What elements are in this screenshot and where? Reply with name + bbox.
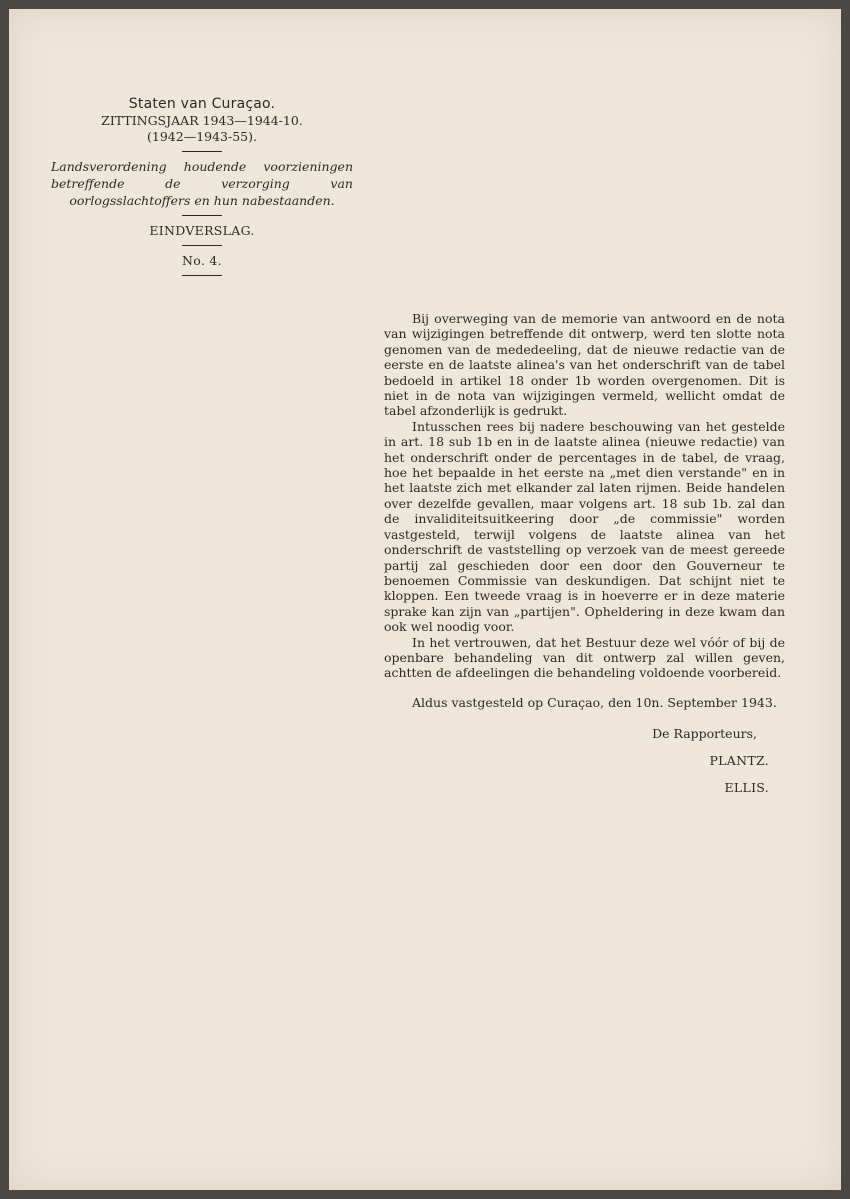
rapporteur-name: ELLIS. — [724, 780, 769, 796]
assembly-name: Staten van Curaçao. — [128, 96, 276, 112]
session-year-previous: (1942—1943-55). — [147, 129, 257, 144]
closing-statement: Aldus vastgesteld op Curaçao, den 10n. September 1943. — [412, 694, 777, 710]
rapporteurs-title: De Rapporteurs, — [652, 726, 757, 742]
rapporteur-name: PLANTZ. — [709, 753, 769, 769]
divider — [182, 275, 222, 276]
signature-block — [384, 720, 785, 801]
report-body — [384, 311, 785, 801]
session-year: ZITTINGSJAAR 1943—1944-10. — [101, 113, 303, 128]
document-type: EINDVERSLAG. — [149, 223, 255, 238]
document-header — [49, 95, 355, 282]
body-paragraph: Bij overweging van de memorie van antwoord en de nota van wijzigingen betreffende dit ontwerp, werd ten slotte nota genomen van de mededeeling, dat de nieuwe redactie van de eerste en de laatste alinea's van het onderschrift van de tabel bedoeld in artikel 18 onder 1b worden overgenomen. Dit is niet in de nota van wijzigingen vermeld, wellicht omdat de tabel afzonderlijk is gedrukt. — [384, 311, 785, 419]
divider — [182, 215, 222, 216]
divider — [182, 151, 222, 152]
body-paragraph: In het vertrouwen, dat het Bestuur deze wel vóór of bij de openbare behandeling van dit ontwerp zal willen geven, achtten de afdeelingen die behandeling voldoende voorbereid. — [384, 634, 785, 681]
body-paragraph: Intusschen rees bij nadere beschouwing van het gestelde in art. 18 sub 1b en in de laatste alinea (nieuwe redactie) van het onderschrift onder de percentages in de tabel, de vraag, hoe het bepaalde in het eerste na „met dien verstande" en in het laatste zich met elkander zal laten rijmen. Beide handelen over dezelfde gevallen, maar volgens art. 18 sub 1b. zal dan de invaliditeitsuitkeering door „de commissie" worden vastgesteld, terwijl volgens de laatste alinea van het onderschrift de vaststelling op verzoek van de meest gereede partij zal geschieden door een door den Gouverneur te benoemen Commissie van deskundigen. Dat schijnt niet te kloppen. Een tweede vraag is in hoeverre er in deze materie sprake kan zijn van „partijen". Opheldering in deze kwam dan ook wel noodig voor. — [384, 418, 785, 635]
divider — [182, 245, 222, 246]
document-page — [9, 9, 841, 1190]
ordinance-subject: Landsverordening houdende voorzieningen betreffende de verzorging van oorlogsslachtoffers en hun nabestaanden. — [51, 159, 353, 208]
document-number: No. 4. — [182, 253, 222, 268]
